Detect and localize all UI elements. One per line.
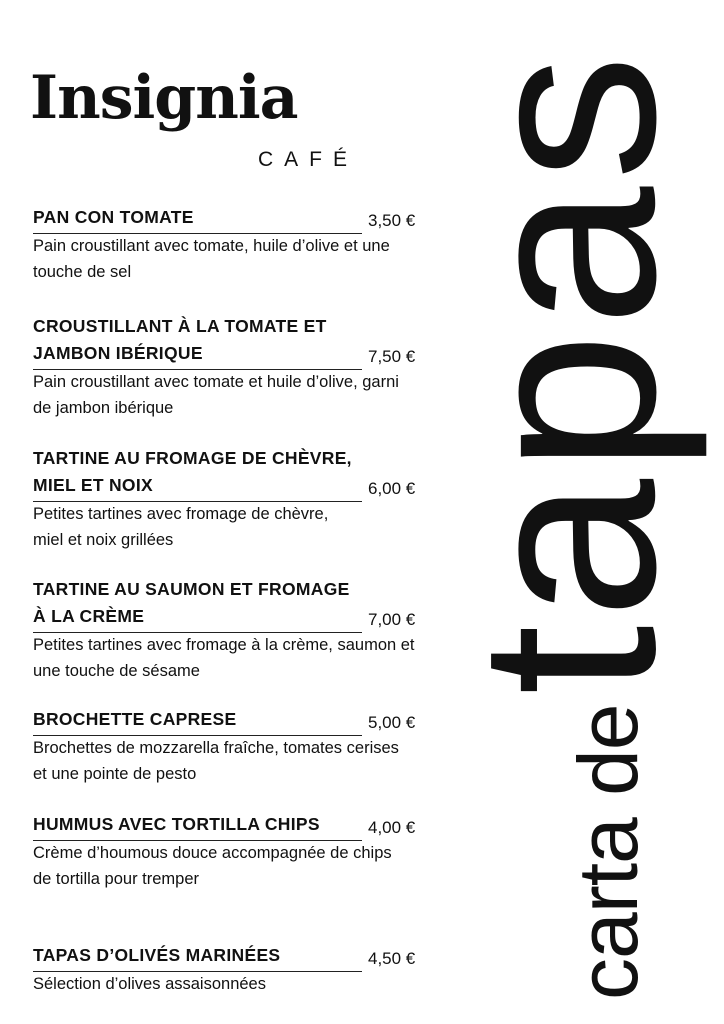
menu-item bbox=[33, 942, 416, 998]
menu-item bbox=[33, 811, 416, 892]
item-price: 7,00 € bbox=[368, 610, 416, 629]
item-description: Brochettes de mozzarella fraîche, tomates cerises et une pointe de pesto bbox=[33, 739, 399, 783]
cafe-logo bbox=[30, 63, 400, 178]
item-title: HUMMUS AVEC TORTILLA CHIPS bbox=[33, 814, 320, 834]
item-description: Petites tartines avec fromage à la crème, saumon et une touche de sésame bbox=[33, 636, 415, 680]
item-price: 5,00 € bbox=[368, 713, 416, 732]
menu-item bbox=[33, 204, 416, 285]
menu-item bbox=[33, 706, 416, 787]
menu-heading-main: tapas bbox=[427, 48, 708, 695]
item-price: 3,50 € bbox=[368, 211, 416, 230]
item-price: 6,00 € bbox=[368, 479, 416, 498]
item-title: PAN CON TOMATE bbox=[33, 207, 194, 227]
item-title: TAPAS D’OLIVÉS MARINÉES bbox=[33, 945, 281, 965]
item-description: Pain croustillant avec tomate et huile d’olive, garni de jambon ibérique bbox=[33, 373, 399, 417]
item-price: 7,50 € bbox=[368, 347, 416, 366]
logo-name: Insignia bbox=[30, 63, 298, 133]
item-title: TARTINE AU SAUMON ET FROMAGE À LA CRÈME bbox=[33, 579, 350, 626]
item-title: TARTINE AU FROMAGE DE CHÈVRE, MIEL ET NOIX bbox=[33, 448, 352, 495]
menu-heading-prefix: carta de bbox=[561, 704, 655, 1000]
menu-item bbox=[33, 445, 416, 553]
logo-subtitle: CAFÉ bbox=[258, 148, 359, 171]
item-title: BROCHETTE CAPRESE bbox=[33, 709, 237, 729]
item-description: Petites tartines avec fromage de chèvre, miel et noix grillées bbox=[33, 505, 329, 549]
menu-item bbox=[33, 576, 423, 684]
item-description: Pain croustillant avec tomate, huile d’olive et une touche de sel bbox=[33, 237, 390, 281]
item-description: Sélection d’olives assaisonnées bbox=[33, 975, 266, 993]
menu-item bbox=[33, 313, 416, 421]
item-description: Crème d’houmous douce accompagnée de chips de tortilla pour tremper bbox=[33, 844, 392, 888]
item-price: 4,50 € bbox=[368, 949, 416, 968]
item-price: 4,00 € bbox=[368, 818, 416, 837]
item-title: CROUSTILLANT À LA TOMATE ET JAMBON IBÉRIQUE bbox=[33, 316, 327, 363]
